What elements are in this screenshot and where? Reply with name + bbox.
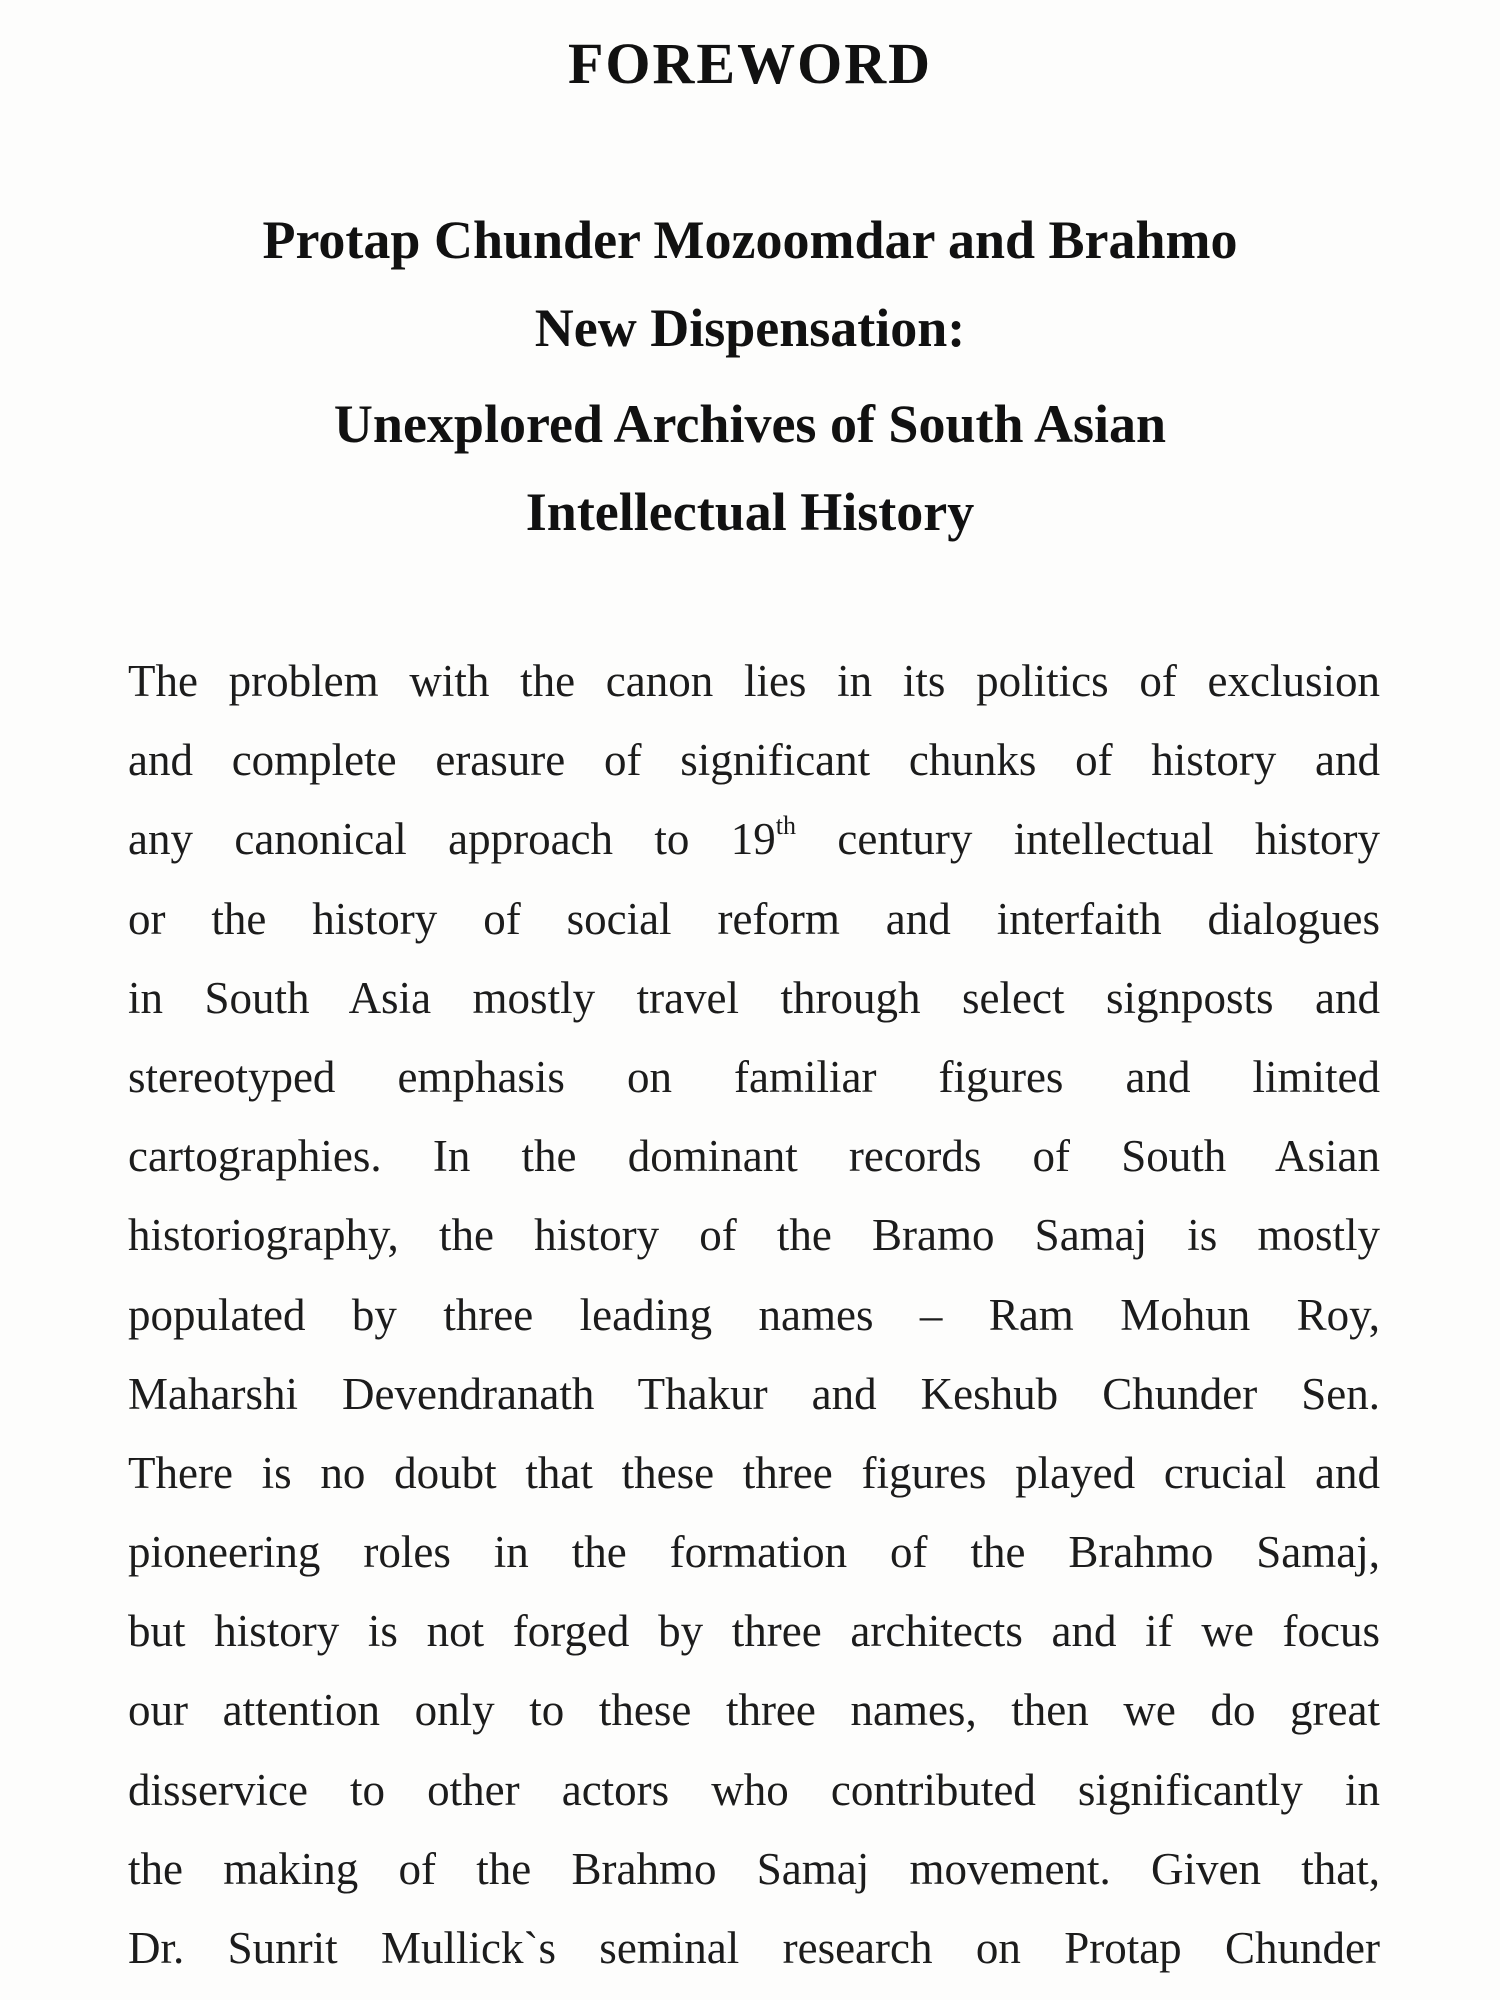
paragraph-line: our attention only to these three names, then we do great <box>128 1685 1380 1736</box>
body-paragraph <box>128 642 1380 1988</box>
paragraph-line <box>128 800 1380 879</box>
paragraph-line: Maharshi Devendranath Thakur and Keshub Chunder Sen. <box>128 1368 1380 1419</box>
paragraph-line: historiography, the history of the Bramo Samaj is mostly <box>128 1210 1380 1261</box>
paragraph-line: pioneering roles in the formation of the Brahmo Samaj, <box>128 1527 1380 1578</box>
paragraph-line: The problem with the canon lies in its politics of exclusion <box>128 656 1380 706</box>
paragraph-line: populated by three leading names – Ram Mohun Roy, <box>128 1289 1380 1340</box>
title-line-1: Protap Chunder Mozoomdar and Brahmo <box>262 210 1238 270</box>
paragraph-line: or the history of social reform and interfaith dialogues <box>128 893 1380 944</box>
title-line-2: New Dispensation: <box>534 298 966 358</box>
title-line-3: Unexplored Archives of South Asian <box>333 394 1167 454</box>
section-heading-foreword: FOREWORD <box>568 31 932 96</box>
paragraph-line: the making of the Brahmo Samaj movement. Given that, <box>128 1843 1380 1894</box>
paragraph-line: There is no doubt that these three figures played crucial and <box>128 1447 1380 1498</box>
line-text: any canonical approach to 19 <box>128 814 776 865</box>
title-line-4: Intellectual History <box>525 482 975 542</box>
ordinal-superscript: th <box>775 811 797 841</box>
paragraph-line: stereotyped emphasis on familiar figures and limited <box>128 1051 1380 1102</box>
paragraph-line: Dr. Sunrit Mullick`s seminal research on Protap Chunder <box>128 1923 1380 1973</box>
paragraph-line: and complete erasure of significant chunks of history and <box>128 735 1380 786</box>
paragraph-line: in South Asia mostly travel through select signposts and <box>128 972 1380 1023</box>
paragraph-line: disservice to other actors who contributed significantly in <box>128 1764 1380 1815</box>
paragraph-line: but history is not forged by three architects and if we focus <box>128 1606 1380 1657</box>
line-text: century intellectual history <box>796 814 1380 865</box>
paragraph-line: cartographies. In the dominant records of South Asian <box>128 1131 1380 1182</box>
